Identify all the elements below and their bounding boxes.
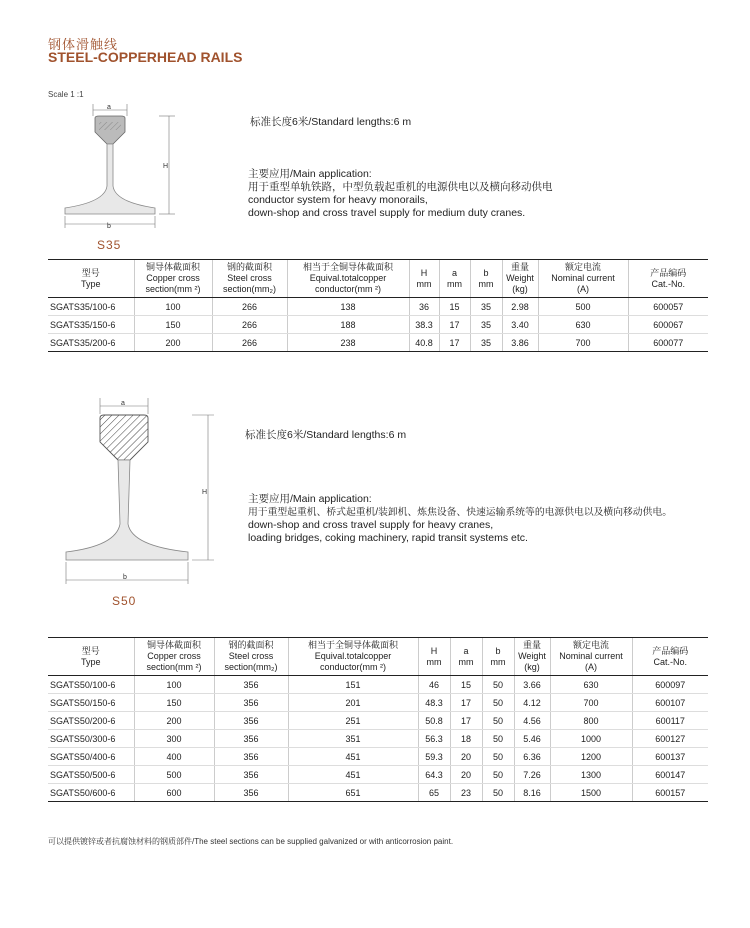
table-cell: 351 [288, 730, 418, 748]
table-cell: 38.3 [409, 316, 439, 334]
table-cell: 50 [482, 730, 514, 748]
table-cell: 151 [288, 676, 418, 694]
table-cell: 50 [482, 676, 514, 694]
table-cell: 630 [550, 676, 632, 694]
header-text: H [420, 267, 428, 278]
table-cell: 238 [287, 334, 409, 352]
table-cell: 451 [288, 766, 418, 784]
header-text: 相当于全铜导体截面积 [307, 640, 398, 650]
header-steel [212, 260, 287, 298]
table-cell: 17 [439, 316, 470, 334]
s35-application-line: 用于重型单轨铁路，中型负载起重机的电源供电以及横向移动供电 [248, 181, 553, 193]
header-text: mm [447, 278, 462, 289]
header-text: (kg) [512, 284, 528, 294]
header-text: conductor(mm ²) [314, 284, 381, 294]
header-a [439, 260, 470, 298]
s35-label: S35 [97, 238, 122, 252]
table-cell: SGATS50/500-6 [48, 766, 134, 784]
table-cell: 266 [212, 334, 287, 352]
header-equiv [288, 638, 418, 676]
table-cell: 200 [134, 334, 212, 352]
s50-application [248, 493, 748, 545]
header-text: H [430, 645, 438, 656]
table-cell: 600097 [632, 676, 708, 694]
header-text: (kg) [524, 662, 540, 672]
s35-application-line: down-shop and cross travel supply for medium duty cranes. [248, 207, 526, 219]
table-cell: 35 [470, 298, 502, 316]
table-cell: 356 [214, 676, 288, 694]
table-row [48, 712, 708, 730]
header-text: mm [426, 656, 442, 667]
header-text: mm [416, 278, 432, 289]
header-text: b [495, 645, 501, 656]
table-header-row [48, 638, 708, 676]
table-row [48, 784, 708, 802]
table-cell: 35 [470, 316, 502, 334]
header-h [418, 638, 450, 676]
header-text: Weight [518, 651, 546, 661]
table-row [48, 316, 708, 334]
table-cell: 50 [482, 712, 514, 730]
header-text: Type [80, 656, 101, 667]
header-text: 型号 [81, 267, 100, 278]
header-weight [514, 638, 550, 676]
table-cell: 600137 [632, 748, 708, 766]
table-cell: 651 [288, 784, 418, 802]
table-cell: 600157 [632, 784, 708, 802]
table-cell: SGATS35/150-6 [48, 316, 134, 334]
header-text: 钢的截面积 [226, 262, 272, 272]
table-cell: 100 [134, 298, 212, 316]
s35-application [248, 168, 553, 220]
header-weight [502, 260, 538, 298]
table-row [48, 766, 708, 784]
s50-label: S50 [112, 594, 137, 608]
table-cell: SGATS50/100-6 [48, 676, 134, 694]
s50-application-line: 用于重型起重机、桥式起重机/装卸机、炼焦设备、快速运输系统等的电源供电以及横向移动供电。 [248, 507, 672, 518]
header-text: Copper cross [147, 651, 201, 661]
s50-application-line: loading bridges, coking machinery, rapid transit systems etc. [248, 532, 528, 544]
header-b [482, 638, 514, 676]
table-header-row [48, 260, 708, 298]
table-cell: 3.86 [502, 334, 538, 352]
header-text: Steel cross [228, 651, 274, 661]
table-cell: 59.3 [418, 748, 450, 766]
header-text: a [451, 267, 457, 278]
footer-note: 可以提供镀锌或者抗腐蚀材料的钢质部件/The steel sections can be supplied galvanized or with anticorrosion paint. [48, 837, 454, 846]
table-cell: 40.8 [409, 334, 439, 352]
table-cell: 600117 [632, 712, 708, 730]
table-cell: SGATS50/600-6 [48, 784, 134, 802]
table-cell: 356 [214, 712, 288, 730]
table-cell: 251 [288, 712, 418, 730]
s35-dim-h: H [163, 163, 169, 170]
header-h [409, 260, 439, 298]
header-text: 额定电流 [564, 262, 601, 272]
table-cell: SGATS35/100-6 [48, 298, 134, 316]
header-text: Cat.-No. [651, 278, 685, 289]
table-cell: 15 [439, 298, 470, 316]
s50-dim-h: H [202, 489, 208, 496]
table-cell: 500 [538, 298, 628, 316]
s50-dim-a: a [121, 400, 125, 407]
table-cell: 7.26 [514, 766, 550, 784]
s50-profile-drawing [60, 396, 220, 592]
header-text: Type [80, 278, 101, 289]
table-cell: SGATS50/200-6 [48, 712, 134, 730]
table-cell: 600 [134, 784, 214, 802]
header-text: 额定电流 [572, 640, 609, 650]
header-text: Weight [506, 273, 534, 283]
header-text: a [463, 645, 469, 656]
table-cell: 600067 [628, 316, 708, 334]
table-cell: 600127 [632, 730, 708, 748]
header-text: (A) [585, 662, 597, 672]
table-cell: 700 [538, 334, 628, 352]
header-text: 产品编码 [650, 267, 687, 278]
table-cell: 23 [450, 784, 482, 802]
table-cell: 1500 [550, 784, 632, 802]
header-copper [134, 638, 214, 676]
table-cell: 17 [450, 712, 482, 730]
header-text: Cat.-No. [653, 656, 687, 667]
table-cell: 100 [134, 676, 214, 694]
header-text: 型号 [81, 645, 100, 656]
s35-dim-a: a [107, 104, 111, 111]
header-b [470, 260, 502, 298]
header-text: Equival.totalcopper [314, 651, 392, 661]
header-text: Steel cross [227, 273, 272, 283]
table-cell: 356 [214, 766, 288, 784]
table-cell: 200 [134, 712, 214, 730]
table-cell: 64.3 [418, 766, 450, 784]
header-text: section(mm ²) [145, 284, 201, 294]
page-title-en: STEEL-COPPERHEAD RAILS [48, 49, 243, 65]
header-cat [632, 638, 708, 676]
table-cell: 700 [550, 694, 632, 712]
s50-standard-length: 标准长度6米/Standard lengths:6 m [245, 429, 407, 441]
table-cell: 4.56 [514, 712, 550, 730]
header-text: b [483, 267, 489, 278]
header-text: section(mm₂) [223, 284, 276, 294]
s35-application-title: 主要应用/Main application: [248, 168, 372, 180]
table-cell: 20 [450, 766, 482, 784]
table-cell: 20 [450, 748, 482, 766]
table-cell: 48.3 [418, 694, 450, 712]
table-cell: 451 [288, 748, 418, 766]
table-cell: 6.36 [514, 748, 550, 766]
s50-application-title: 主要应用/Main application: [248, 493, 372, 505]
header-text: 产品编码 [652, 645, 689, 656]
table-cell: 266 [212, 316, 287, 334]
header-text: conductor(mm ²) [319, 662, 386, 672]
header-steel [214, 638, 288, 676]
header-text: mm [490, 656, 506, 667]
table-cell: SGATS50/300-6 [48, 730, 134, 748]
table-cell: 17 [439, 334, 470, 352]
header-text: mm [458, 656, 474, 667]
table-cell: 1200 [550, 748, 632, 766]
table-cell: SGATS35/200-6 [48, 334, 134, 352]
table-row [48, 334, 708, 352]
s35-profile-drawing [55, 100, 195, 235]
table-cell: 138 [287, 298, 409, 316]
header-text: section(mm₂) [224, 662, 278, 672]
s50-dim-b: b [123, 574, 127, 581]
header-text: 钢的截面积 [228, 640, 274, 650]
header-a [450, 638, 482, 676]
header-equiv [287, 260, 409, 298]
table-cell: 356 [214, 730, 288, 748]
table-cell: 356 [214, 694, 288, 712]
table-cell: 800 [550, 712, 632, 730]
header-cat [628, 260, 708, 298]
header-current [550, 638, 632, 676]
table-cell: 356 [214, 784, 288, 802]
table-cell: 400 [134, 748, 214, 766]
table-cell: 8.16 [514, 784, 550, 802]
header-type [48, 638, 134, 676]
table-cell: 150 [134, 316, 212, 334]
header-copper [134, 260, 212, 298]
table-cell: 500 [134, 766, 214, 784]
header-text: Equival.totalcopper [309, 273, 387, 283]
header-text: mm [478, 278, 494, 289]
table-cell: 35 [470, 334, 502, 352]
header-current [538, 260, 628, 298]
table-cell: 50.8 [418, 712, 450, 730]
table-cell: 46 [418, 676, 450, 694]
table-cell: 630 [538, 316, 628, 334]
table-cell: 356 [214, 748, 288, 766]
page-title-cn: 钢体滑触线 [48, 37, 119, 52]
header-text: Copper cross [146, 273, 200, 283]
table-cell: 600147 [632, 766, 708, 784]
header-text: Nominal current [559, 651, 623, 661]
table-cell: 4.12 [514, 694, 550, 712]
table-cell: 3.66 [514, 676, 550, 694]
s35-application-line: conductor system for heavy monorails, [248, 194, 428, 206]
header-text: section(mm ²) [146, 662, 202, 672]
table-row [48, 748, 708, 766]
header-text: 重量 [522, 640, 541, 650]
table-cell: 600107 [632, 694, 708, 712]
table-cell: 201 [288, 694, 418, 712]
table-cell: 50 [482, 748, 514, 766]
table-cell: 50 [482, 766, 514, 784]
header-type [48, 260, 134, 298]
table-cell: 2.98 [502, 298, 538, 316]
table-row [48, 676, 708, 694]
s35-standard-length: 标准长度6米/Standard lengths:6 m [250, 116, 412, 128]
table-cell: SGATS50/400-6 [48, 748, 134, 766]
table-cell: 150 [134, 694, 214, 712]
table-cell: 3.40 [502, 316, 538, 334]
s50-spec-table [48, 637, 708, 802]
table-cell: 1000 [550, 730, 632, 748]
table-cell: 50 [482, 784, 514, 802]
table-row [48, 298, 708, 316]
header-text: 铜导体截面积 [146, 640, 201, 650]
table-cell: 300 [134, 730, 214, 748]
table-cell: 65 [418, 784, 450, 802]
header-text: (A) [577, 284, 589, 294]
table-cell: 266 [212, 298, 287, 316]
table-cell: 188 [287, 316, 409, 334]
table-cell: 56.3 [418, 730, 450, 748]
s35-dim-b: b [107, 223, 111, 230]
table-cell: 15 [450, 676, 482, 694]
header-text: 相当于全铜导体截面积 [302, 262, 393, 272]
table-cell: SGATS50/150-6 [48, 694, 134, 712]
header-text: Nominal current [551, 273, 615, 283]
scale-note: Scale 1 :1 [48, 90, 84, 99]
table-cell: 50 [482, 694, 514, 712]
table-cell: 600077 [628, 334, 708, 352]
table-row [48, 694, 708, 712]
table-cell: 600057 [628, 298, 708, 316]
table-cell: 17 [450, 694, 482, 712]
table-cell: 1300 [550, 766, 632, 784]
header-text: 重量 [510, 262, 529, 272]
s35-spec-table [48, 259, 708, 352]
table-cell: 36 [409, 298, 439, 316]
table-row [48, 730, 708, 748]
table-cell: 5.46 [514, 730, 550, 748]
table-cell: 18 [450, 730, 482, 748]
header-text: 铜导体截面积 [145, 262, 200, 272]
s50-application-line: down-shop and cross travel supply for heavy cranes, [248, 519, 494, 531]
